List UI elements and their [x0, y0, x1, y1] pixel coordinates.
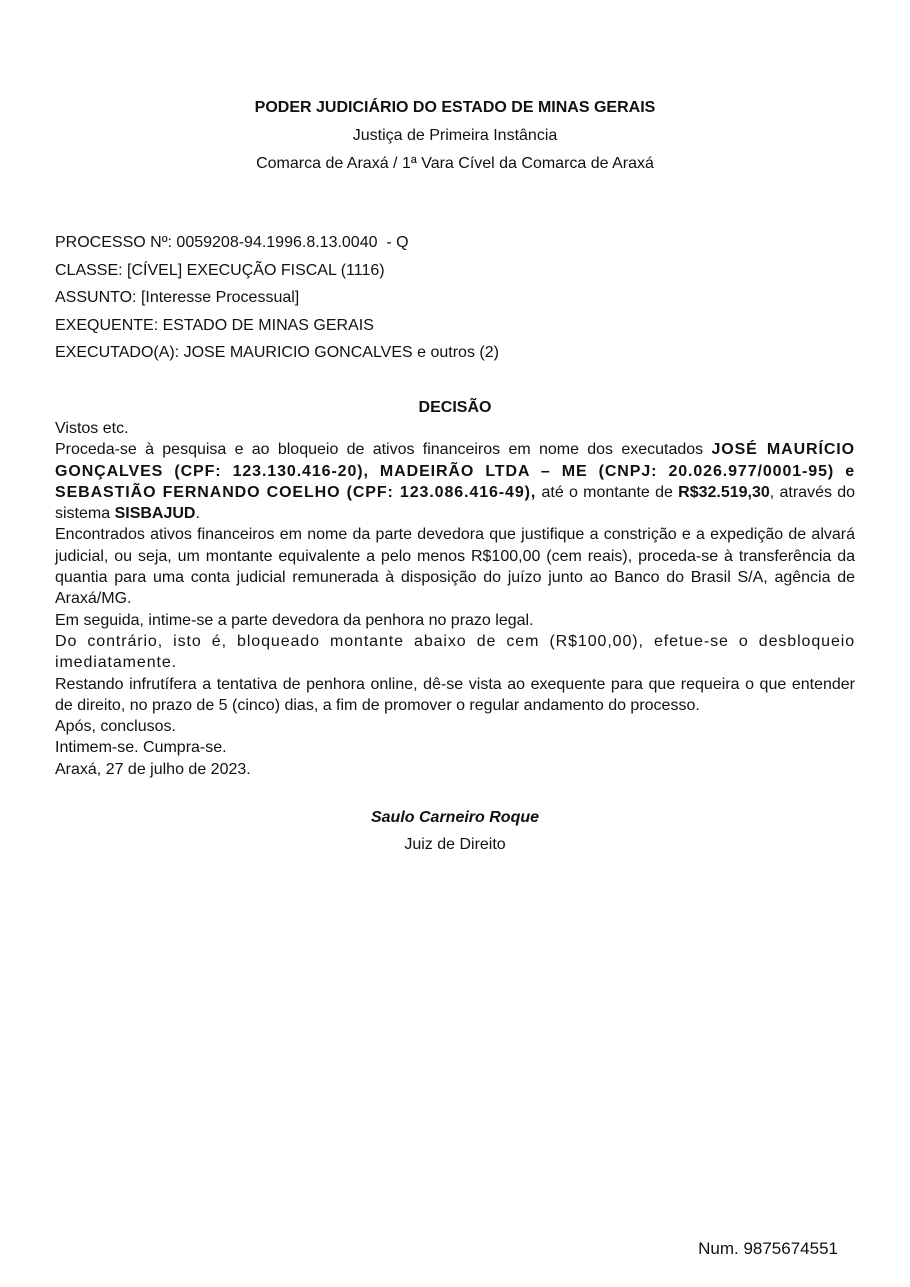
paragraph-infrutifera: Restando infrutífera a tentativa de penhora online, dê-se vista ao exequente para que requeira o que entender de direito, no prazo de 5 (cinco) dias, a fim de promover o regular andamento do processo.	[55, 675, 855, 714]
place-date: Araxá, 27 de julho de 2023.	[55, 760, 251, 778]
process-class: CLASSE: [CÍVEL] EXECUÇÃO FISCAL (1116)	[55, 261, 385, 279]
paragraph-text: .	[195, 505, 200, 523]
process-subject: ASSUNTO: [Interesse Processual]	[55, 289, 300, 306]
system-name: SISBAJUD	[114, 505, 196, 523]
paragraph-text: Proceda-se à pesquisa e ao bloqueio de ativos financeiros em nome dos executados	[55, 441, 712, 459]
signature-block	[55, 804, 855, 858]
paragraph-text: , através do sistema	[55, 483, 856, 523]
amount: R$32.519,30	[678, 483, 770, 501]
decision-title: DECISÃO	[418, 399, 492, 416]
court-name: PODER JUDICIÁRIO DO ESTADO DE MINAS GERAIS	[254, 99, 656, 116]
court-instance: Justiça de Primeira Instância	[352, 127, 558, 144]
paragraph-bloqueio	[55, 439, 855, 524]
paragraph-transferencia: Encontrados ativos financeiros em nome da parte devedora que justifique a constrição e a expedição de alvará judicial, ou seja, um montante equivalente a pelo menos R$100,00 (cem reais), proceda-se à transferência da quantia para uma conta judicial remunerada à disposição do juízo junto ao Banco do Brasil S/A, agência de Araxá/MG.	[55, 526, 855, 608]
paragraph-desbloqueio: Do contrário, isto é, bloqueado montante abaixo de cem (R$100,00), efetue-se o desbloqueio imediatamente.	[55, 632, 855, 672]
executed-parties: JOSÉ MAURÍCIO GONÇALVES (CPF: 123.130.416-20), MADEIRÃO LTDA – ME (CNPJ: 20.026.977/0001-95) e SEBASTIÃO FERNANDO COELHO (CPF: 123.086.416-49),	[55, 441, 856, 501]
paragraph-text: até o montante de	[536, 483, 679, 501]
paragraph-conclusos: Após, conclusos.	[55, 718, 176, 736]
process-metadata	[55, 229, 855, 367]
process-number: PROCESSO Nº: 0059208-94.1996.8.13.0040 - Q	[55, 234, 409, 251]
paragraph-intimacao: Em seguida, intime-se a parte devedora da penhora no prazo legal.	[55, 611, 534, 629]
process-defendant: EXECUTADO(A): JOSE MAURICIO GONCALVES e outros (2)	[55, 344, 499, 361]
vistos-line: Vistos etc.	[55, 420, 129, 437]
paragraph-cumpra: Intimem-se. Cumpra-se.	[55, 739, 227, 757]
document-header	[55, 94, 855, 178]
judge-name: Saulo Carneiro Roque	[370, 809, 540, 826]
court-district: Comarca de Araxá / 1ª Vara Cível da Comarca de Araxá	[256, 155, 654, 172]
judge-role: Juiz de Direito	[404, 836, 506, 853]
process-plaintiff: EXEQUENTE: ESTADO DE MINAS GERAIS	[55, 316, 374, 334]
decision-body	[55, 418, 855, 780]
document-number: Num. 9875674551	[698, 1239, 838, 1258]
